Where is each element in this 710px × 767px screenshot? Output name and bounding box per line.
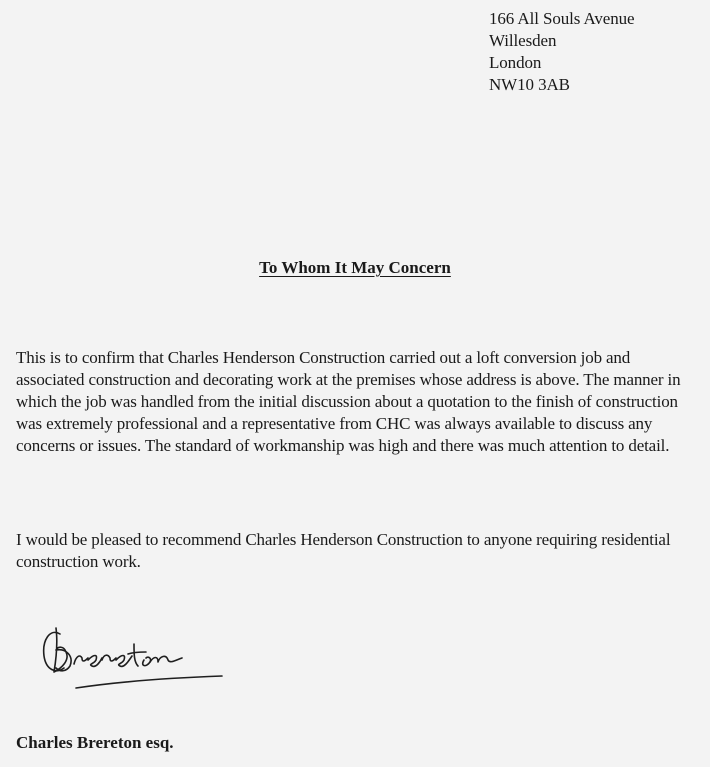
signer-name: Charles Brereton esq. bbox=[16, 733, 174, 752]
sender-address bbox=[489, 8, 635, 96]
address-line-city: London bbox=[489, 53, 542, 72]
address-line-street: 166 All Souls Avenue bbox=[489, 9, 635, 28]
body-paragraph-recommendation: I would be pleased to recommend Charles Henderson Construction to anyone requiring residential construction work. bbox=[16, 530, 671, 571]
body-paragraph-confirmation: This is to confirm that Charles Henderson Construction carried out a loft conversion job and associated construction and decorating work at the premises whose address is above. The manner in which the job was handled from the initial discussion about a quotation to the finish of construction was extremely professional and a representative from CHC was always available to discuss any concerns or issues. The standard of workmanship was high and there was much attention to detail. bbox=[16, 348, 681, 455]
address-line-postcode: NW10 3AB bbox=[489, 75, 570, 94]
handwritten-signature bbox=[36, 610, 236, 700]
address-line-district: Willesden bbox=[489, 31, 557, 50]
salutation-heading: To Whom It May Concern bbox=[259, 258, 451, 277]
